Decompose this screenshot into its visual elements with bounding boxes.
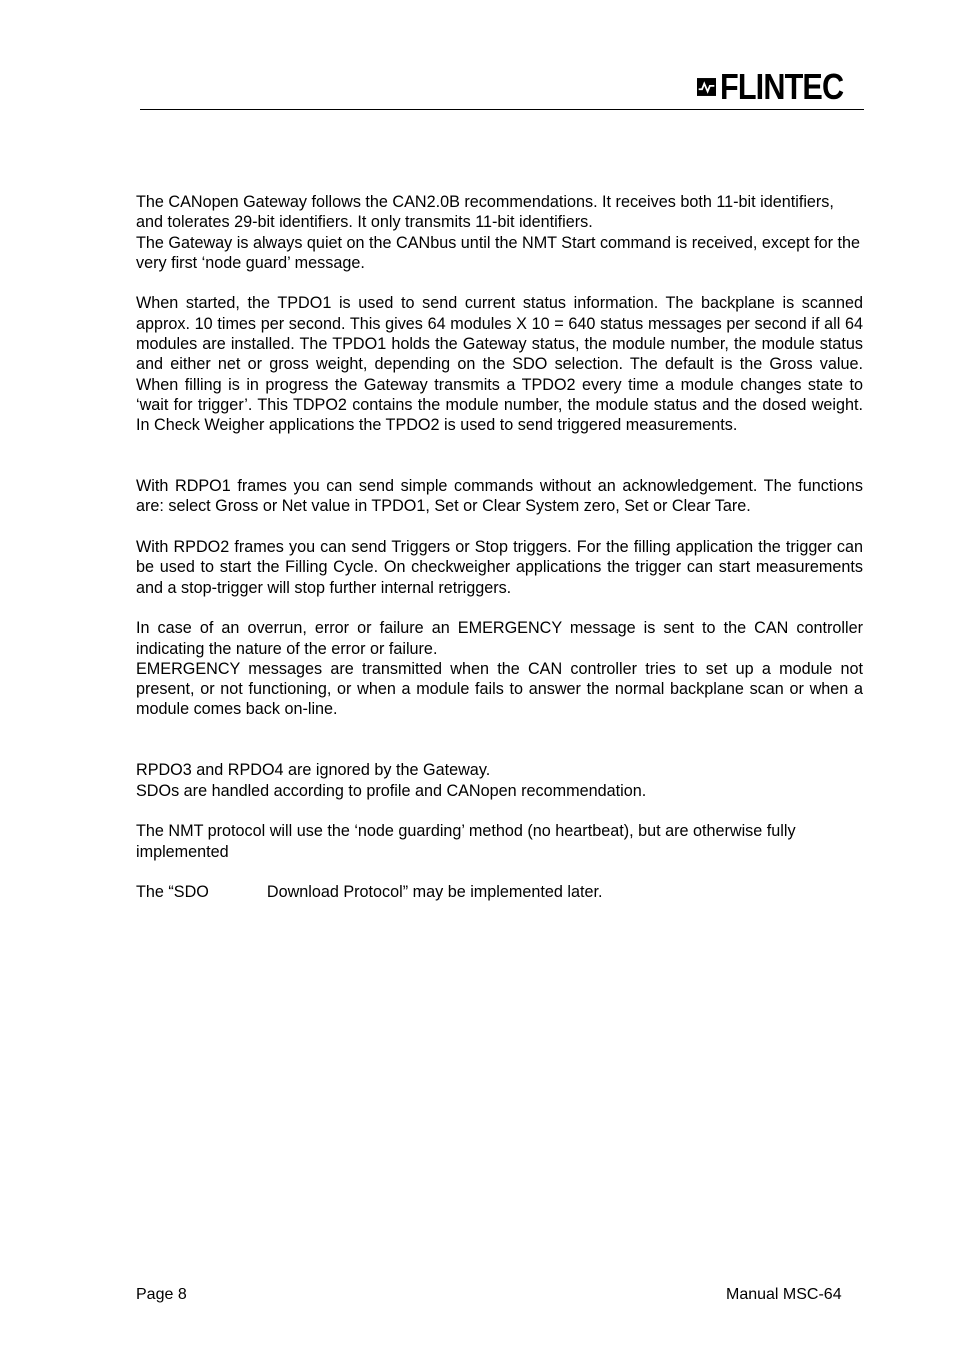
document-body <box>136 192 863 902</box>
paragraph-tpdo1: When started, the TPDO1 is used to send current status information. The backplane is scanned approx. 10 times per second. This gives 64 modules X 10 = 640 status messages per second if all 64 modules are installed. The TPDO1 holds the Gateway status, the module number, the module status and either net or gross weight, depending on the SDO selection. The default is the Gross value. When filling is in progress the Gateway transmits a TPDO2 every time a module changes state to ‘wait for trigger’. This TDPO2 contains the module number, the module status and the dosed weight. In Check Weigher applications the TPDO2 is used to send triggered measurements. <box>136 294 863 435</box>
paragraph-can-recommendations: The CANopen Gateway follows the CAN2.0B recommendations. It receives both 11-bit identifiers, and tolerates 29-bit identifiers. It only transmits 11-bit identifiers. <box>136 193 834 232</box>
paragraph-sdo-download <box>136 882 863 902</box>
logo-text: FLINTEC <box>720 66 844 107</box>
paragraph-rdpo1: With RDPO1 frames you can send simple commands without an acknowledgement. The functions are: select Gross or Net value in TPDO1, Set or Clear System zero, Set or Clear Tare. <box>136 477 863 516</box>
page-header <box>0 0 954 112</box>
paragraph-emergency-messages: EMERGENCY messages are transmitted when the CAN controller tries to set up a module not present, or not functioning, or when a module fails to answer the normal backplane scan or when a module comes back on-line. <box>136 659 863 719</box>
flintec-wave-icon <box>697 71 716 103</box>
header-rule <box>140 109 864 110</box>
paragraph-emergency-overrun: In case of an overrun, error or failure an EMERGENCY message is sent to the CAN controller indicating the nature of the error or failure. <box>136 619 863 658</box>
manual-name: Manual MSC-64 <box>726 1286 842 1303</box>
sdo-text-start: The “SDO <box>136 883 209 902</box>
page-number: Page 8 <box>136 1286 187 1303</box>
flintec-logo <box>697 66 865 107</box>
paragraph-sdos: SDOs are handled according to profile and CANopen recommendation. <box>136 781 647 800</box>
sdo-text-end: Download Protocol” may be implemented later. <box>266 883 603 902</box>
paragraph-rpdo2: With RPDO2 frames you can send Triggers or Stop triggers. For the filling application the trigger can be used to start the Filling Cycle. On checkweigher applications the trigger can start measurements and a stop-trigger will stop further internal retriggers. <box>136 538 863 597</box>
paragraph-gateway-quiet: The Gateway is always quiet on the CANbus until the NMT Start command is received, except for the very first ‘node guard’ message. <box>136 233 860 272</box>
paragraph-nmt-protocol: The NMT protocol will use the ‘node guarding’ method (no heartbeat), but are otherwise fully implemented <box>136 822 796 861</box>
paragraph-rpdo3-rpdo4: RPDO3 and RPDO4 are ignored by the Gateway. <box>136 761 491 780</box>
